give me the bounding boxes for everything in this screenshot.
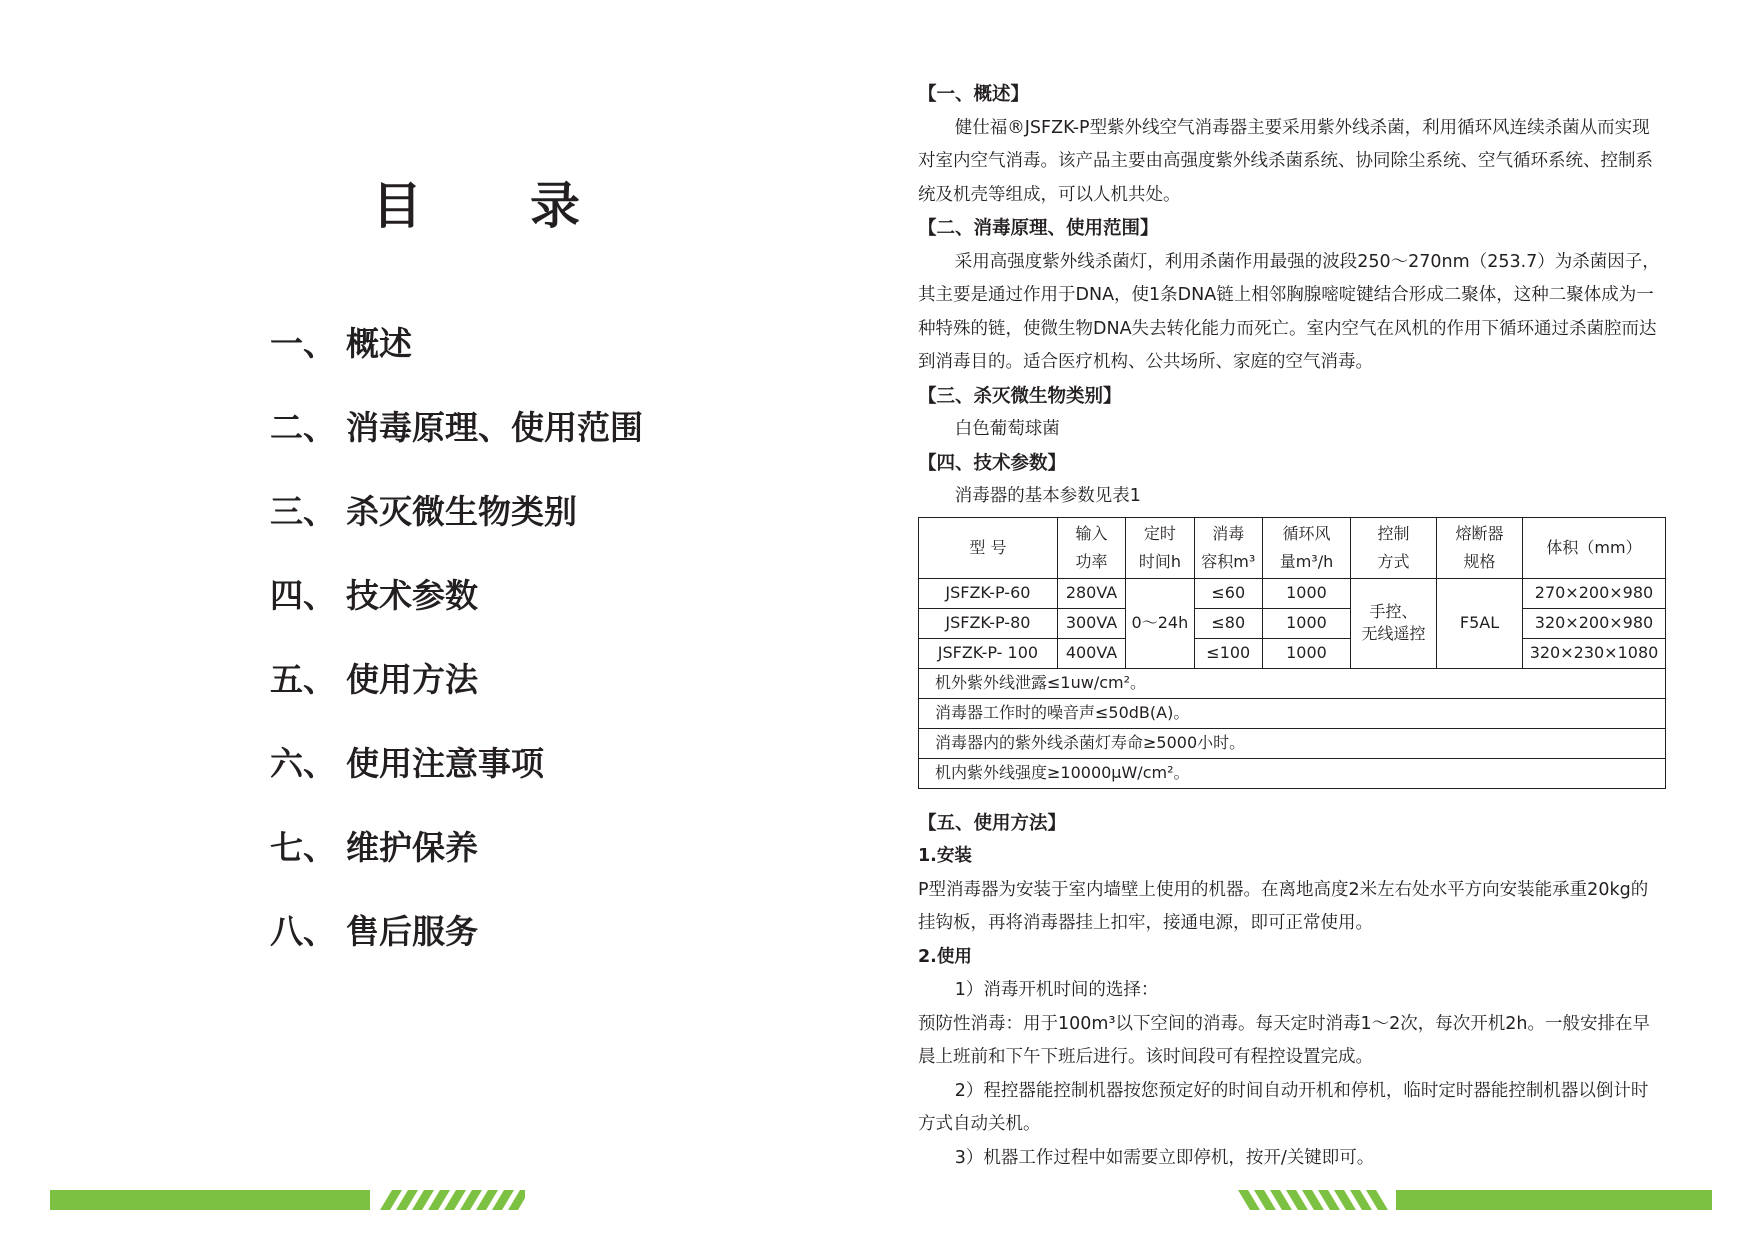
toc-item-number: 六、 <box>270 744 336 783</box>
cell-power: 300VA <box>1057 608 1125 638</box>
toc-item-label: 技术参数 <box>346 576 478 615</box>
principle-body: 采用高强度紫外线杀菌灯，利用杀菌作用最强的波段250～270nm（253.7）为杀菌因子，其主要是通过作用于DNA，使1条DNA链上相邻胸腺嘧啶键结合形成二聚体，这种二聚体成为一种特殊的链，使微生物DNA失去转化能力而死亡。室内空气在风机的作用下循环通过杀菌腔而达到消毒目的。适合医疗机构、公共场所、家庭的空气消毒。 <box>918 251 1660 372</box>
cell-power: 400VA <box>1057 638 1125 668</box>
note-noise: 消毒器工作时的噪音声≤50dB(A)。 <box>919 698 1666 728</box>
toc-item-microbes[interactable] <box>270 490 643 574</box>
overview-body: 健仕福®JSFZK-P型紫外线空气消毒器主要采用紫外线杀菌，利用循环风连续杀菌从而实现对室内空气消毒。该产品主要由高强度紫外线杀菌系统、协同除尘系统、空气循环系统、控制系统及机壳等组成，可以人机共处。 <box>918 117 1653 205</box>
cell-size: 320×230×1080 <box>1522 638 1665 668</box>
table-header-row <box>919 517 1666 578</box>
toc-item-principle[interactable] <box>270 406 643 490</box>
use-title: 2.使用 <box>918 946 972 967</box>
cell-airflow: 1000 <box>1262 608 1350 638</box>
toc-item-number: 七、 <box>270 828 336 867</box>
toc-item-number: 八、 <box>270 912 336 951</box>
use-item-1-body: 预防性消毒：用于100m³以下空间的消毒。每天定时消毒1～2次，每次开机2h。一般安排在早晨上班前和下午下班后进行。该时间段可有程控设置完成。 <box>918 1013 1650 1067</box>
right-footer-stripes <box>1238 1190 1712 1210</box>
cell-volume: ≤60 <box>1194 578 1262 608</box>
left-footer-stripes <box>50 1190 525 1210</box>
toc-item-label: 杀灭微生物类别 <box>346 492 577 531</box>
content-body <box>918 78 1663 1175</box>
toc-item-usage[interactable] <box>270 658 643 742</box>
use-item-2: 2）程控器能控制机器按您预定好的时间自动开机和停机，临时定时器能控制机器以倒计时方式自动关机。 <box>918 1080 1649 1134</box>
table-note-row <box>919 698 1666 728</box>
toc-title-char-2: 录 <box>530 176 582 235</box>
toc-item-params[interactable] <box>270 574 643 658</box>
use-item-3: 3）机器工作过程中如需要立即停机，按开/关键即可。 <box>954 1147 1375 1168</box>
toc-item-label: 消毒原理、使用范围 <box>346 408 643 447</box>
toc-item-overview[interactable] <box>270 322 643 406</box>
toc-item-number: 五、 <box>270 660 336 699</box>
install-title: 1.安装 <box>918 846 972 866</box>
section-heading-principle: 【二、消毒原理、使用范围】 <box>918 218 1159 239</box>
params-table <box>918 517 1666 789</box>
toc-item-number: 四、 <box>270 576 336 615</box>
col-header-power: 输入 功率 <box>1057 517 1125 578</box>
note-uv-leak: 机外紫外线泄露≤1uw/cm²。 <box>919 668 1666 698</box>
toc-item-label: 使用注意事项 <box>346 744 544 783</box>
params-intro: 消毒器的基本参数见表1 <box>954 486 1141 506</box>
col-header-model: 型 号 <box>919 517 1058 578</box>
toc-item-number: 三、 <box>270 492 336 531</box>
section-heading-usage: 【五、使用方法】 <box>918 812 1067 834</box>
cell-volume: ≤80 <box>1194 608 1262 638</box>
right-page <box>877 0 1754 1241</box>
right-footer-bar <box>1238 1190 1712 1210</box>
cell-size: 270×200×980 <box>1522 578 1665 608</box>
toc-item-label: 维护保养 <box>346 828 478 867</box>
use-item-1: 1）消毒开机时间的选择： <box>954 980 1159 1000</box>
section-heading-microbes: 【三、杀灭微生物类别】 <box>918 385 1122 407</box>
toc-title <box>372 166 582 238</box>
table-note-row <box>919 728 1666 758</box>
table-row <box>919 578 1666 608</box>
cell-airflow: 1000 <box>1262 638 1350 668</box>
cell-airflow: 1000 <box>1262 578 1350 608</box>
install-body: P型消毒器为安装于室内墙壁上使用的机器。在离地高度2米左右处水平方向安装能承重20kg的挂钩板，再将消毒器挂上扣牢，接通电源，即可正常使用。 <box>918 879 1649 933</box>
col-header-volume: 消毒 容积m³ <box>1194 517 1262 578</box>
cell-model: JSFZK-P-60 <box>919 578 1058 608</box>
toc-item-label: 概述 <box>346 324 412 363</box>
col-header-size: 体积（mm） <box>1522 517 1665 578</box>
col-header-airflow: 循环风 量m³/h <box>1262 517 1350 578</box>
table-note-row <box>919 668 1666 698</box>
toc-item-after-sales[interactable] <box>270 910 643 994</box>
cell-volume: ≤100 <box>1194 638 1262 668</box>
left-footer-bar <box>50 1190 525 1210</box>
col-header-timer: 定时 时间h <box>1126 517 1194 578</box>
toc-item-maintenance[interactable] <box>270 826 643 910</box>
table-row <box>919 638 1666 668</box>
toc-item-label: 售后服务 <box>346 912 478 951</box>
note-uv-intensity: 机内紫外线强度≥10000μW/cm²。 <box>919 758 1666 788</box>
cell-power: 280VA <box>1057 578 1125 608</box>
cell-control: 手控、 无线遥控 <box>1351 578 1437 668</box>
table-note-row <box>919 758 1666 788</box>
toc-title-char-1: 目 <box>372 176 424 235</box>
toc-item-precautions[interactable] <box>270 742 643 826</box>
note-lamp-life: 消毒器内的紫外线杀菌灯寿命≥5000小时。 <box>919 728 1666 758</box>
toc-item-number: 一、 <box>270 324 336 363</box>
microbes-body: 白色葡萄球菌 <box>954 419 1060 439</box>
section-heading-overview: 【一、概述】 <box>918 84 1030 105</box>
cell-fuse: F5AL <box>1437 578 1523 668</box>
section-heading-params: 【四、技术参数】 <box>918 452 1067 474</box>
toc-item-number: 二、 <box>270 408 336 447</box>
cell-timer: 0～24h <box>1126 578 1194 668</box>
col-header-control: 控制 方式 <box>1351 517 1437 578</box>
toc-item-label: 使用方法 <box>346 660 478 699</box>
cell-model: JSFZK-P- 100 <box>919 638 1058 668</box>
cell-model: JSFZK-P-80 <box>919 608 1058 638</box>
toc-list <box>270 322 643 994</box>
cell-size: 320×200×980 <box>1522 608 1665 638</box>
col-header-fuse: 熔断器 规格 <box>1437 517 1523 578</box>
table-row <box>919 608 1666 638</box>
